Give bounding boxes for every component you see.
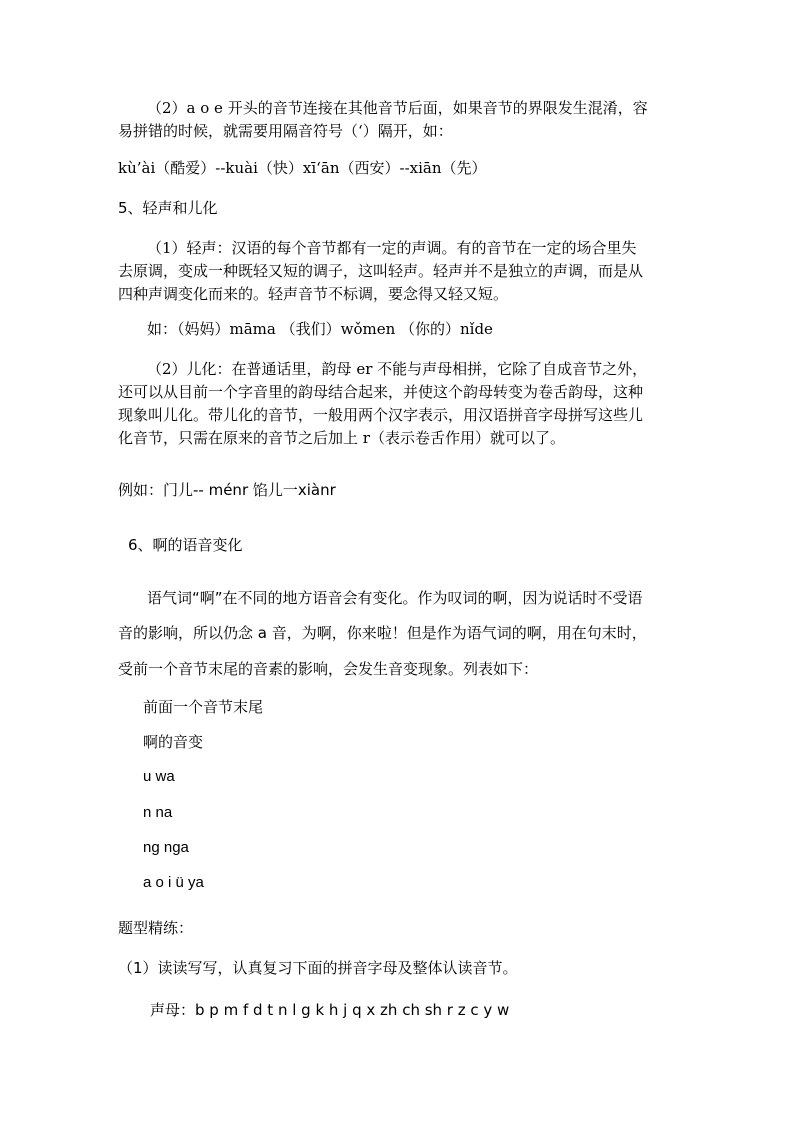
paragraph-line: 还可以从目前一个字音里的韵母结合起来，并使这个韵母转变为卷舌韵母，这种 xyxy=(118,383,644,401)
paragraph-line: 现象叫儿化。带儿化的音节，一般用两个汉字表示，用汉语拼音字母拼写这些儿 xyxy=(118,406,644,424)
table-row: a o i ü ya xyxy=(143,874,204,891)
paragraph-line: 音的影响，所以仍念 a 音，为啊，你来啦！但是作为语气词的啊，用在句末时， xyxy=(118,624,647,642)
paragraph-line: 语气词“啊”在不同的地方语音会有变化。作为叹词的啊，因为说话时不受语 xyxy=(147,589,643,607)
section-heading: 6、啊的语音变化 xyxy=(128,536,243,554)
paragraph-line: （1）轻声：汉语的每个音节都有一定的声调。有的音节在一定的场合里失 xyxy=(147,239,637,257)
example-line: 例如：门儿-- ménr 馅儿一xiànr xyxy=(118,481,336,499)
paragraph-line: 易拼错的时候，就需要用隔音符号（‘）隔开，如： xyxy=(118,122,453,140)
table-row: ng nga xyxy=(143,839,189,856)
paragraph-line: 受前一个音节末尾的音素的影响，会发生音变现象。列表如下： xyxy=(118,660,539,678)
section-heading: 题型精练： xyxy=(118,919,194,937)
section-heading: 5、轻声和儿化 xyxy=(118,199,218,217)
paragraph-line: 化音节，只需在原来的音节之后加上 r（表示卷舌作用）就可以了。 xyxy=(118,429,565,447)
paragraph-line: （2）儿化：在普通话里，韵母 er 不能与声母相拼，它除了自成音节之外， xyxy=(147,360,648,378)
table-row: u wa xyxy=(143,768,175,785)
initials-line: 声母：b p m f d t n l g k h j q x zh ch sh r z c y w xyxy=(150,1001,510,1019)
example-line: 如：（妈妈）māma （我们）wǒmen （你的）nǐde xyxy=(147,320,493,338)
paragraph-line: 四种声调变化而来的。轻声音节不标调，要念得又轻又短。 xyxy=(118,285,509,303)
table-row: n na xyxy=(143,804,173,821)
paragraph-line: 去原调，变成一种既轻又短的调子，这叫轻声。轻声并不是独立的声调，而是从 xyxy=(118,262,644,280)
paragraph-line: （2）a o e 开头的音节连接在其他音节后面，如果音节的界限发生混淆，容 xyxy=(147,99,648,117)
table-header: 前面一个音节末尾 xyxy=(143,698,264,716)
question-line: （1）读读写写，认真复习下面的拼音字母及整体认读音节。 xyxy=(118,959,518,977)
example-line: kù’ài（酷爱）--kuài（快）xī‘ān（西安）--xiān（先） xyxy=(118,159,487,177)
table-header: 啊的音变 xyxy=(143,733,204,751)
